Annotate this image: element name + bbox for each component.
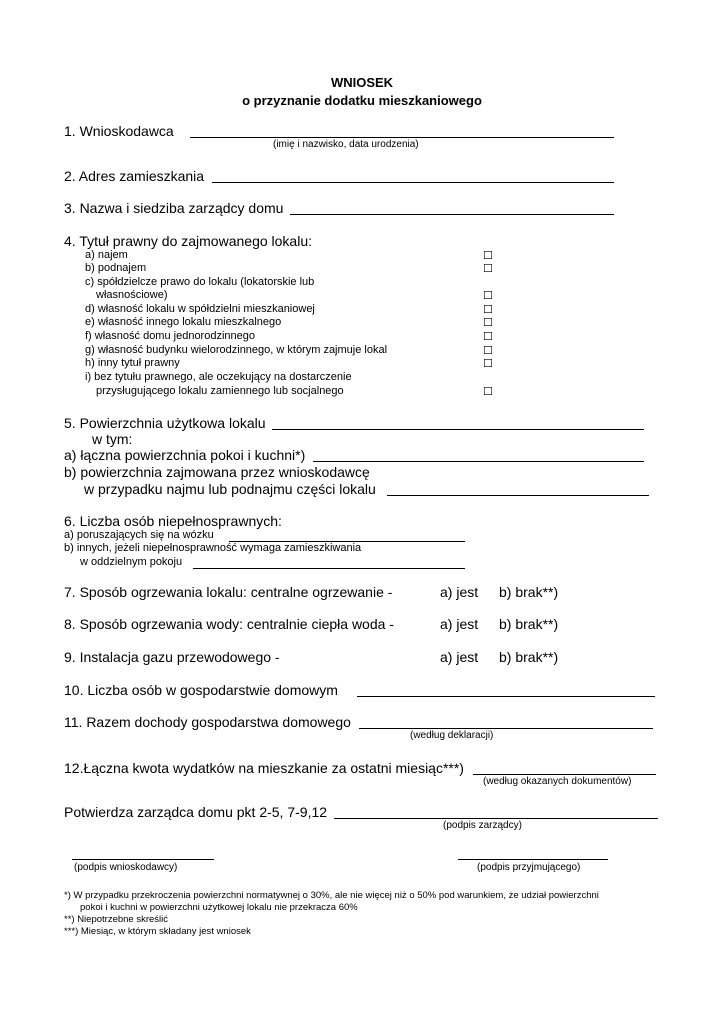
income-label: 11. Razem dochody gospodarstwa domowego [64,714,351,730]
checkbox-other-title[interactable]: ☐ [483,357,493,370]
hot-water-no[interactable]: b) brak**) [499,616,559,632]
expenses-label: 12.Łączna kwota wydatków na mieszkanie za ostatni miesiąc***) [64,760,464,776]
receiver-signature-field[interactable] [458,859,608,860]
option-house: f) własność domu jednorodzinnego [85,330,255,342]
rooms-kitchen-label: a) łączna powierzchnia pokoi i kuchni*) [64,447,306,463]
address-field[interactable] [212,182,614,183]
address-label: 2. Adres zamieszkania [64,168,205,184]
applicant-signature-hint: (podpis wnioskodawcy) [74,862,178,873]
manager-signature-field[interactable] [334,818,658,819]
checkbox-cooperative[interactable]: ☐ [483,289,493,302]
gas-no[interactable]: b) brak**) [499,649,559,665]
area-w-tym: w tym: [92,431,133,447]
other-disabled-label: b) innych, jeżeli niepełnosprawność wymaga zamieszkiwania [64,542,362,554]
checkbox-sublease[interactable]: ☐ [483,262,493,275]
option-sublease: b) podnajem [85,262,147,274]
rooms-kitchen-field[interactable] [313,461,644,462]
receiver-signature-hint: (podpis przyjmującego) [477,862,581,873]
option-other-title: h) inny tytuł prawny [85,357,180,369]
household-size-label: 10. Liczba osób w gospodarstwie domowym [64,682,338,698]
household-size-field[interactable] [357,696,655,697]
area-label: 5. Powierzchnia użytkowa lokalu [64,415,266,431]
option-other-flat: e) własność innego lokalu mieszkalnego [85,316,282,328]
footnote-1: *) W przypadku przekroczenia powierzchni normatywnej o 30%, ale nie więcej niż o 50% pod warunkiem, że udział powierzchni [64,890,599,901]
confirm-label: Potwierdza zarządca domu pkt 2-5, 7-9,12 [64,804,328,820]
other-disabled-field[interactable] [193,568,465,569]
footnote-2: **) Niepotrzebne skreślić [64,914,169,925]
legal-title-label: 4. Tytuł prawny do zajmowanego lokalu: [64,233,312,249]
page-subtitle: o przyznanie dodatku mieszkaniowego [242,93,482,108]
income-field[interactable] [359,728,653,729]
applicant-signature-field[interactable] [72,859,214,860]
expenses-field[interactable] [473,774,656,775]
expenses-hint: (według okazanych dokumentów) [483,776,632,787]
applicant-hint: (imię i nazwisko, data urodzenia) [273,139,419,150]
checkbox-other-flat[interactable]: ☐ [483,316,493,329]
hot-water-label: 8. Sposób ogrzewania wody: centralnie ciepła woda - [64,616,394,632]
option-multifamily: g) własność budynku wielorodzinnego, w którym zajmuje lokal [85,344,388,356]
heating-no[interactable]: b) brak**) [499,584,559,600]
other-disabled-label-cont: w oddzielnym pokoju [80,556,183,568]
option-coop-ownership: d) własność lokalu w spółdzielni mieszkaniowej [85,303,315,315]
disabled-label: 6. Liczba osób niepełnosprawnych: [64,513,282,529]
area-field[interactable] [272,429,644,430]
footnote-1-cont: pokoi i kuchni w powierzchni użytkowej lokalu nie przekracza 60% [80,902,358,913]
wheelchair-label: a) poruszających się na wózku [64,529,214,541]
page-title: WNIOSEK [330,75,394,90]
heating-label: 7. Sposób ogrzewania lokalu: centralne ogrzewanie - [64,584,393,600]
gas-label: 9. Instalacja gazu przewodowego - [64,649,280,665]
applicant-field[interactable] [190,137,614,138]
income-hint: (według deklaracji) [410,730,494,741]
occupied-area-field[interactable] [387,495,649,496]
option-no-title-cont: przysługującego lokalu zamiennego lub socjalnego [96,385,344,397]
manager-signature-hint: (podpis zarządcy) [443,820,522,831]
checkbox-lease[interactable]: ☐ [483,249,493,262]
applicant-label: 1. Wnioskodawca [64,123,174,139]
manager-label: 3. Nazwa i siedziba zarządcy domu [64,200,284,216]
occupied-area-label-cont: w przypadku najmu lub podnajmu części lokalu [84,481,376,497]
footnote-3: ***) Miesiąc, w którym składany jest wniosek [64,926,251,937]
checkbox-multifamily[interactable]: ☐ [483,344,493,357]
option-cooperative-cont: własnościowe) [96,289,168,301]
occupied-area-label: b) powierzchnia zajmowana przez wnioskodawcę [64,464,370,480]
checkbox-no-title[interactable]: ☐ [483,385,493,398]
manager-field[interactable] [290,214,614,215]
checkbox-coop-ownership[interactable]: ☐ [483,303,493,316]
option-cooperative: c) spółdzielcze prawo do lokalu (lokatorskie lub [85,276,315,288]
checkbox-house[interactable]: ☐ [483,330,493,343]
option-no-title: i) bez tytułu prawnego, ale oczekujący na dostarczenie [85,371,352,383]
heating-yes[interactable]: a) jest [440,584,479,600]
option-lease: a) najem [85,249,128,261]
hot-water-yes[interactable]: a) jest [440,616,479,632]
gas-yes[interactable]: a) jest [440,649,479,665]
